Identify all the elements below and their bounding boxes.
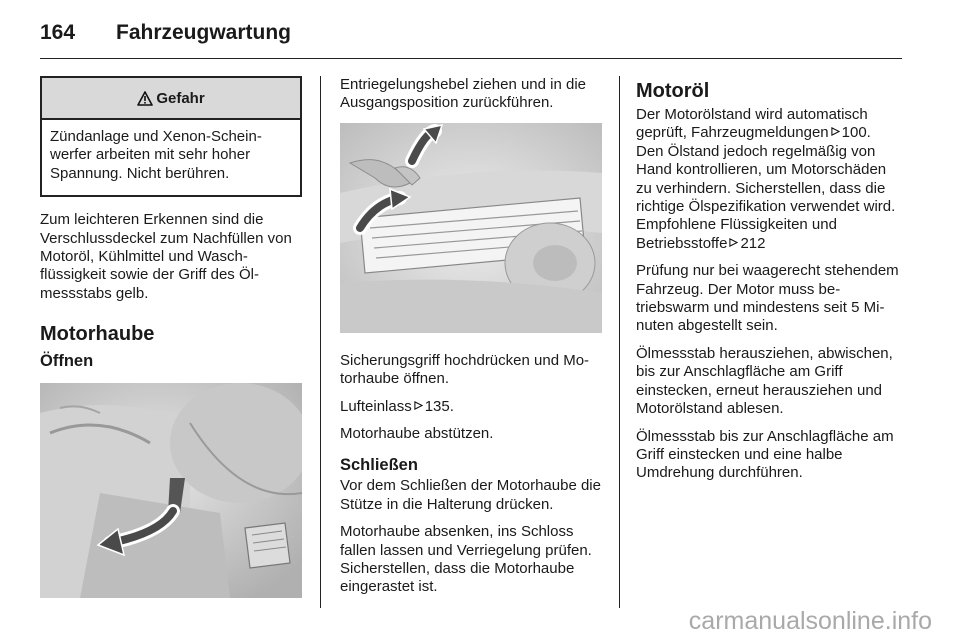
air-intake-label: Lufteinlass [340, 397, 412, 415]
safety-catch-instruction: Sicherungsgriff hochdrücken und Motorhaube öffnen. [340, 351, 590, 388]
column-divider [619, 76, 620, 608]
column-divider [320, 76, 321, 608]
oil-ref-2: 212 [740, 234, 766, 252]
air-intake-page: 135. [424, 397, 454, 415]
oil-ref-1: 100. [841, 124, 871, 142]
oil-text-a: Der Motorölstand wird automatisch geprüft, Fahrzeugmeldungen [636, 106, 868, 142]
page-reference-icon [414, 401, 423, 410]
column-2 [340, 76, 602, 606]
warning-title: Gefahr [156, 89, 205, 107]
subsection-title-close: Schließen [340, 456, 418, 475]
intro-paragraph: Zum leichteren Erkennen sind die Verschlussdeckel zum Nachfüllen von Motoröl, Kühlmittel und Waschflüssigkeit sowie der Griff des Ölmessstabs gelb. [40, 211, 292, 302]
lever-instruction: Entriegelungshebel ziehen und in die Ausgangsposition zurückführen. [340, 76, 587, 112]
engine-oil-paragraph-1 [636, 106, 902, 253]
engine-oil-paragraph-2: Prüfung nur bei waagerecht stehendem Fahrzeug. Der Motor muss betriebswarm und mindestens seit 5 Minuten abgestellt sein. [636, 262, 899, 335]
warning-text: Zündanlage und Xenon-Scheinwerfer arbeiten mit sehr hoher Spannung. Nicht berühren. [50, 128, 262, 182]
engine-oil-paragraph-3: Ölmessstab herausziehen, abwischen, bis zur Anschlagfläche am Griff einstecken, erneut herausziehen und Motorölstand ablesen. [636, 344, 893, 418]
closing-paragraph-1: Vor dem Schließen der Motorhaube die Stütze in die Halterung drücken. [340, 477, 601, 513]
support-instruction: Motorhaube abstützen. [340, 425, 494, 443]
subsection-title-open: Öffnen [40, 352, 94, 371]
closing-paragraph-2: Motorhaube absenken, ins Schloss fallen lassen und Verriegelung prüfen. Sicherstellen, dass die Motorhaube eingerastet ist. [340, 523, 592, 596]
warning-box [40, 76, 302, 197]
air-intake-reference [340, 398, 602, 416]
page-reference-icon [729, 238, 738, 247]
warning-header [42, 78, 300, 120]
warning-body [42, 120, 300, 195]
column-3 [636, 76, 902, 492]
page-reference-icon [831, 127, 840, 136]
header-rule [40, 58, 902, 59]
hood-safety-catch-illustration [340, 123, 602, 338]
chapter-title: Fahrzeugwartung [116, 21, 292, 44]
warning-triangle-icon [137, 91, 153, 106]
page-header [40, 18, 291, 48]
column-1 [40, 76, 302, 615]
engine-oil-paragraph-4: Ölmessstab bis zur Anschlagfläche am Griff einstecken und eine halbe Umdrehung durchführen. [636, 427, 894, 482]
page-number: 164 [40, 21, 76, 44]
section-title-engine-oil: Motoröl [636, 80, 710, 102]
watermark: carmanualsonline.info [688, 607, 932, 635]
hood-release-lever-illustration [40, 383, 302, 603]
section-title-hood: Motorhaube [40, 323, 155, 346]
oil-text-b: Den Ölstand jedoch regelmäßig von Hand kontrollieren, um Motorschäden zu verhindern. Sicherstellen, dass die richtige Ölspezifikation verwendet wird. Empfohlene Flüssigkeiten und Betriebsstoffe [636, 142, 896, 252]
